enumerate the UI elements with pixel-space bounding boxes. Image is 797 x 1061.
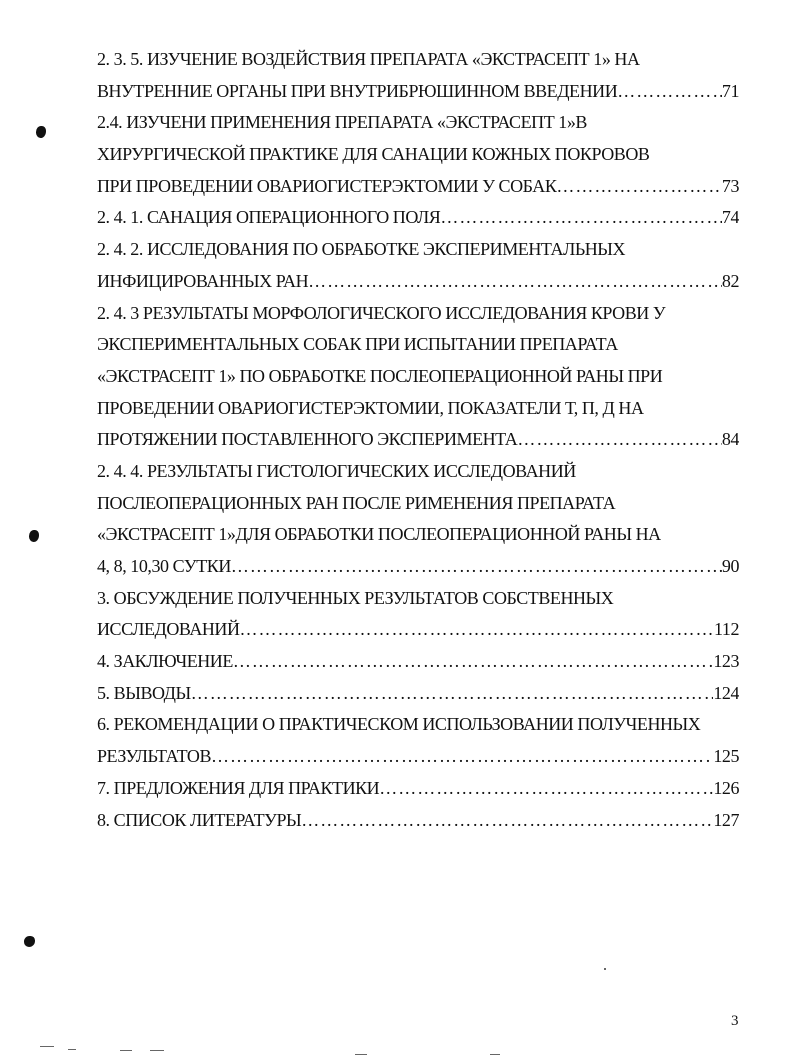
toc-page-number: 84 [721,429,739,450]
toc-line: 2. 4. 2. ИССЛЕДОВАНИЯ ПО ОБРАБОТКЕ ЭКСПЕРИМЕНТАЛЬНЫХ [97,239,626,260]
leader-dots [191,678,714,710]
toc-page-number: 126 [713,777,739,798]
toc-line-with-page [97,646,739,678]
punch-hole-mark [36,126,46,138]
toc-text: 8. СПИСОК ЛИТЕРАТУРЫ [97,809,302,830]
toc-entry [97,44,739,107]
toc-text: 4. ЗАКЛЮЧЕНИЕ [97,651,233,672]
toc-text: 2. 4. 1. САНАЦИЯ ОПЕРАЦИОННОГО ПОЛЯ [97,207,441,228]
scan-speck [68,1049,76,1050]
toc-line: 6. РЕКОМЕНДАЦИИ О ПРАКТИЧЕСКОМ ИСПОЛЬЗОВАНИИ ПОЛУЧЕННЫХ [97,714,701,735]
toc-line-with-page [97,424,739,456]
toc-line: 2. 4. 4. РЕЗУЛЬТАТЫ ГИСТОЛОГИЧЕСКИХ ИССЛЕДОВАНИЙ [97,460,576,481]
leader-dots [517,424,722,456]
toc-text: ИССЛЕДОВАНИЙ [97,619,240,640]
leader-dots [556,171,721,203]
toc-page-number: 71 [721,80,739,101]
toc-page-number: 73 [721,175,739,196]
leader-dots [233,646,713,678]
toc-line: «ЭКСТРАСЕПТ 1» ПО ОБРАБОТКЕ ПОСЛЕОПЕРАЦИОННОЙ РАНЫ ПРИ [97,365,663,386]
toc-entry [97,773,739,805]
toc-line: 2. 4. 3 РЕЗУЛЬТАТЫ МОРФОЛОГИЧЕСКОГО ИССЛЕДОВАНИЯ КРОВИ У [97,302,666,323]
toc-page-number: 123 [713,651,739,672]
toc-line-with-page [97,805,739,837]
scan-speck [604,968,606,970]
toc-text: ПРОТЯЖЕНИИ ПОСТАВЛЕННОГО ЭКСПЕРИМЕНТА [97,429,518,450]
toc-line: «ЭКСТРАСЕПТ 1»ДЛЯ ОБРАБОТКИ ПОСЛЕОПЕРАЦИОННОЙ РАНЫ НА [97,524,661,545]
toc-entry [97,107,739,202]
toc-text: ПРИ ПРОВЕДЕНИИ ОВАРИОГИСТЕРЭКТОМИИ У СОБАК [97,175,557,196]
toc-line: 3. ОБСУЖДЕНИЕ ПОЛУЧЕННЫХ РЕЗУЛЬТАТОВ СОБСТВЕННЫХ [97,587,614,608]
toc-line-with-page [97,741,739,773]
punch-hole-mark [24,936,35,947]
toc-page-number: 82 [721,270,739,291]
toc-line: 2.4. ИЗУЧЕНИ ПРИМЕНЕНИЯ ПРЕПАРАТА «ЭКСТРАСЕПТ 1»В [97,112,587,133]
toc-entry [97,678,739,710]
leader-dots [440,202,722,234]
toc-entry [97,234,739,297]
toc-line-with-page [97,614,739,646]
toc-text: 4, 8, 10,30 СУТКИ [97,556,231,576]
toc-line-with-page [97,76,739,108]
toc-entry [97,709,739,772]
page-number: 3 [731,1013,739,1029]
toc-text: 5. ВЫВОДЫ [97,682,191,703]
toc-line-with-page [97,266,739,298]
toc-page-number: 74 [721,207,739,228]
toc-line: ЭКСПЕРИМЕНТАЛЬНЫХ СОБАК ПРИ ИСПЫТАНИИ ПРЕПАРАТА [97,334,618,355]
leader-dots [231,551,722,583]
scan-speck [490,1054,500,1055]
toc-text: ИНФИЦИРОВАННЫХ РАН [97,270,309,291]
toc-page-number: 112 [714,619,739,640]
leader-dots [308,266,722,298]
toc-page-number: 124 [713,682,739,703]
leader-dots [617,76,722,108]
toc-entry [97,646,739,678]
scan-speck [150,1050,164,1051]
toc-line-with-page [97,171,739,203]
toc-line: ПРОВЕДЕНИИ ОВАРИОГИСТЕРЭКТОМИИ, ПОКАЗАТЕЛИ Т, П, Д НА [97,397,644,418]
toc-text: ВНУТРЕННИЕ ОРГАНЫ ПРИ ВНУТРИБРЮШИННОМ ВВЕДЕНИИ [97,80,618,101]
punch-hole-mark [29,530,39,542]
toc-entry [97,456,739,583]
toc-line: ПОСЛЕОПЕРАЦИОННЫХ РАН ПОСЛЕ РИМЕНЕНИЯ ПРЕПАРАТА [97,492,616,513]
leader-dots [379,773,713,805]
scan-speck [40,1046,54,1047]
toc-line-with-page [97,551,739,583]
toc-entry [97,298,739,456]
toc-text: 7. ПРЕДЛОЖЕНИЯ ДЛЯ ПРАКТИКИ [97,777,380,798]
scan-speck [355,1054,367,1055]
leader-dots [211,741,713,773]
toc-line-with-page [97,773,739,805]
toc-page-number: 90 [721,556,739,576]
toc-line-with-page [97,202,739,234]
toc-entry [97,202,739,234]
leader-dots [240,614,715,646]
scan-speck [120,1050,132,1051]
toc-entry [97,805,739,837]
toc-entry [97,583,739,646]
toc-line: ХИРУРГИЧЕСКОЙ ПРАКТИКЕ ДЛЯ САНАЦИИ КОЖНЫХ ПОКРОВОВ [97,144,650,165]
leader-dots [301,805,713,837]
toc-page-number: 125 [713,746,739,767]
table-of-contents [97,44,739,836]
toc-line: 2. 3. 5. ИЗУЧЕНИЕ ВОЗДЕЙСТВИЯ ПРЕПАРАТА «ЭКСТРАСЕПТ 1» НА [97,49,640,69]
toc-line-with-page [97,678,739,710]
toc-page-number: 127 [713,809,739,830]
toc-text: РЕЗУЛЬТАТОВ [97,746,212,767]
